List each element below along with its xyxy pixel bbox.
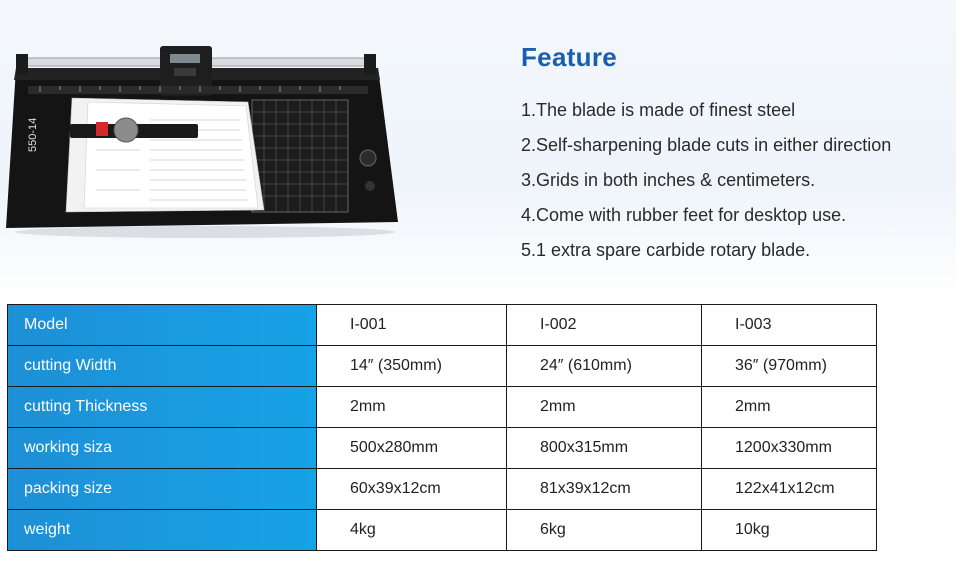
row-label-cutting-thickness: cutting Thickness [8, 387, 317, 428]
row-label-packing-size: packing size [8, 469, 317, 510]
table-cell: 2mm [702, 387, 877, 428]
feature-item: 2.Self-sharpening blade cuts in either direction [521, 135, 892, 155]
feature-item: 1.The blade is made of finest steel [521, 100, 796, 120]
product-image [0, 40, 410, 240]
feature-title: Feature [521, 42, 618, 72]
table-cell: 500x280mm [317, 428, 507, 469]
spec-table [7, 304, 877, 551]
feature-item: 4.Come with rubber feet for desktop use. [521, 205, 847, 225]
table-row [8, 510, 877, 551]
table-cell: 4kg [317, 510, 507, 551]
table-cell: 60x39x12cm [317, 469, 507, 510]
table-row [8, 305, 877, 346]
table-row [8, 387, 877, 428]
table-cell: I-003 [702, 305, 877, 346]
table-cell: 14″ (350mm) [317, 346, 507, 387]
table-cell: 10kg [702, 510, 877, 551]
table-cell: 81x39x12cm [507, 469, 702, 510]
paper-trimmer-illustration [0, 40, 410, 240]
feature-item: 5.1 extra spare carbide rotary blade. [521, 240, 811, 260]
model-label-text: 550-14 [27, 117, 39, 152]
row-label-model: Model [8, 305, 317, 346]
table-cell: 800x315mm [507, 428, 702, 469]
table-row [8, 428, 877, 469]
feature-list [521, 96, 891, 271]
table-cell: 1200x330mm [702, 428, 877, 469]
feature-item: 3.Grids in both inches & centimeters. [521, 170, 816, 190]
table-cell: 6kg [507, 510, 702, 551]
table-cell: 122x41x12cm [702, 469, 877, 510]
row-label-cutting-width: cutting Width [8, 346, 317, 387]
table-cell: 2mm [317, 387, 507, 428]
table-cell: 24″ (610mm) [507, 346, 702, 387]
table-cell: 2mm [507, 387, 702, 428]
table-row [8, 346, 877, 387]
table-cell: I-001 [317, 305, 507, 346]
table-cell: 36″ (970mm) [702, 346, 877, 387]
row-label-weight: weight [8, 510, 317, 551]
table-row [8, 469, 877, 510]
table-cell: I-002 [507, 305, 702, 346]
row-label-working-size: working siza [8, 428, 317, 469]
